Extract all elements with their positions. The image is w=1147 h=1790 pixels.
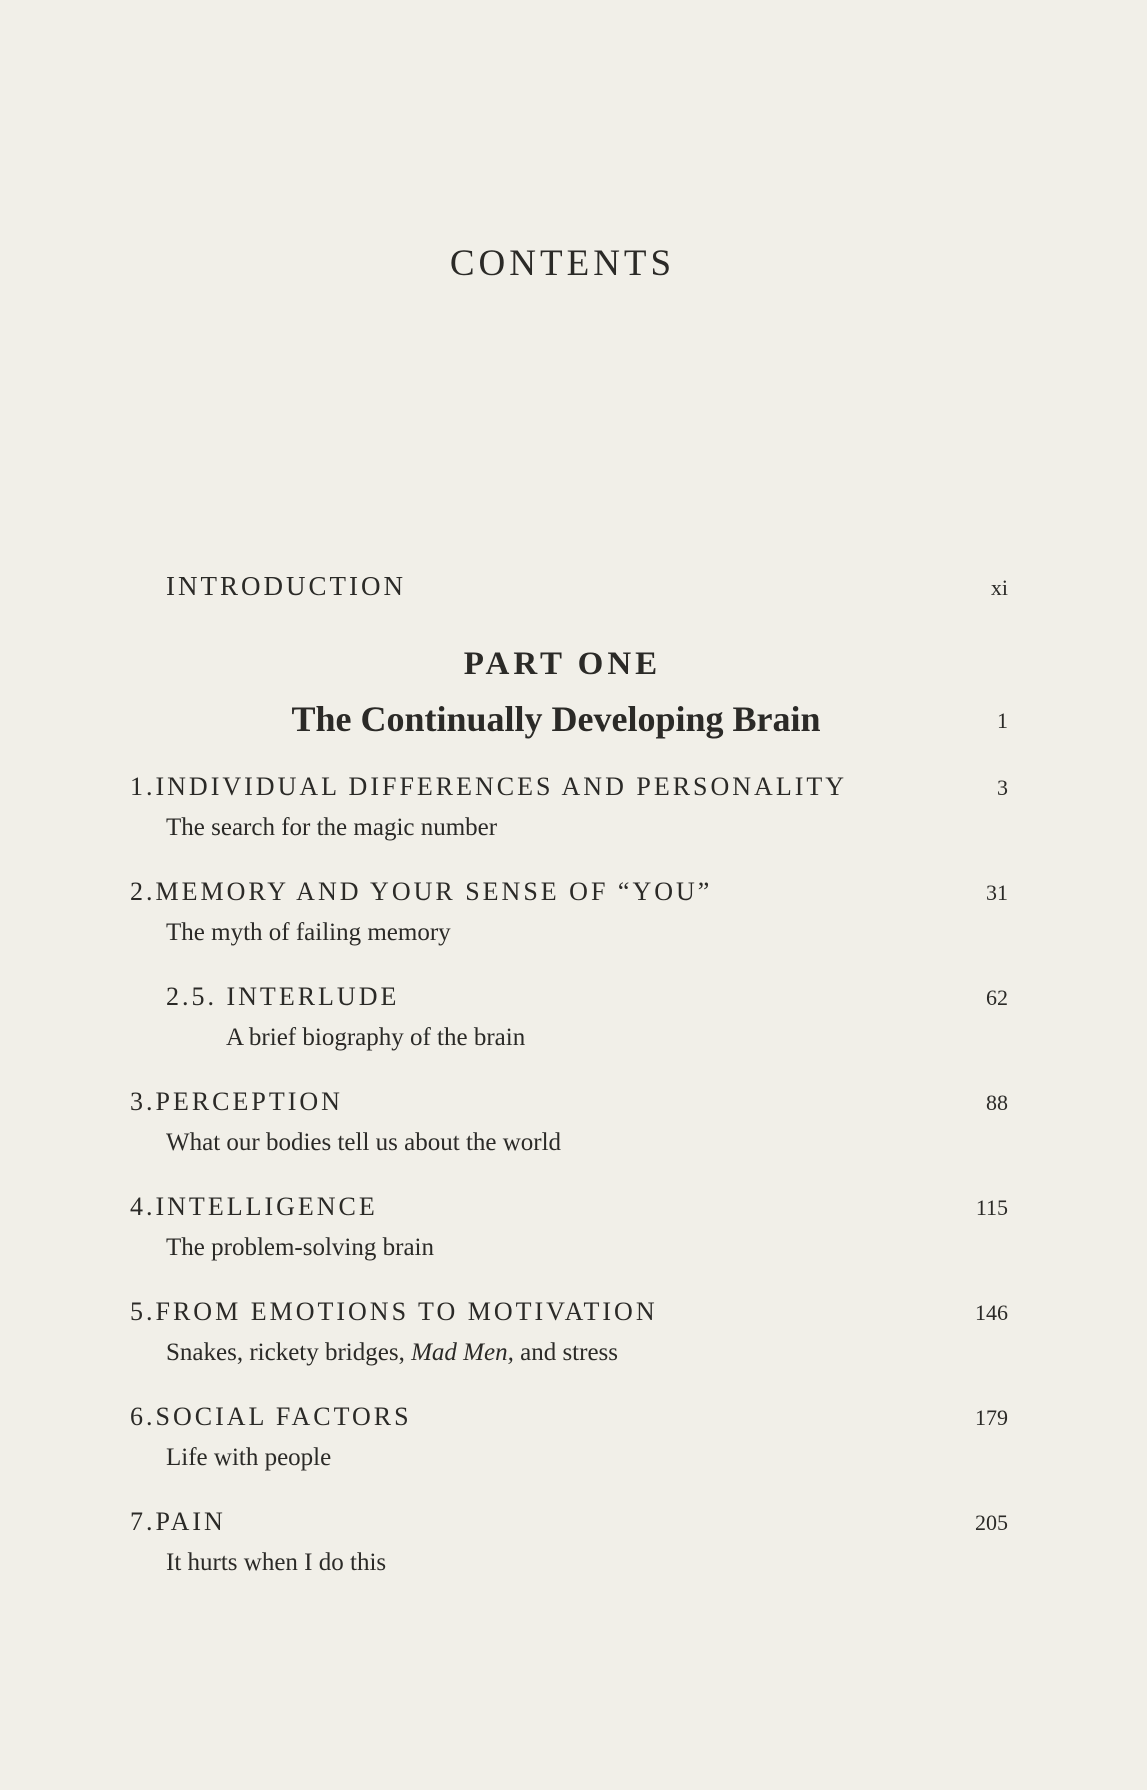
- toc-entry-chapter-1: [130, 772, 1008, 842]
- introduction-page: xi: [990, 575, 1008, 600]
- chapter-number: 6.: [130, 1402, 156, 1431]
- chapter-subtitle: The myth of failing memory: [166, 919, 451, 946]
- chapter-page: 31: [986, 880, 1008, 905]
- chapter-number: 2.: [130, 877, 156, 906]
- chapter-number: 3.: [130, 1087, 156, 1116]
- chapter-number: 2.5.: [166, 982, 217, 1011]
- toc-entry-chapter-4: [130, 1192, 1008, 1262]
- chapter-subtitle: The problem-solving brain: [166, 1234, 434, 1261]
- chapter-page: 146: [975, 1300, 1008, 1325]
- part-page: 1: [997, 708, 1008, 733]
- toc-entry-interlude: [130, 982, 1008, 1052]
- chapter-page: 62: [986, 985, 1008, 1010]
- chapter-title: SOCIAL FACTORS: [155, 1402, 412, 1431]
- chapter-subtitle: It hurts when I do this: [166, 1549, 387, 1576]
- chapter-heading: [130, 982, 399, 1012]
- chapter-heading: [130, 877, 712, 907]
- chapter-page: 88: [986, 1090, 1008, 1115]
- toc-entry-chapter-2: [130, 877, 1008, 947]
- chapter-title: PERCEPTION: [155, 1087, 343, 1116]
- chapter-page: 179: [975, 1405, 1008, 1430]
- chapter-subtitle-post: and stress: [513, 1339, 618, 1366]
- part-label: PART ONE: [463, 646, 662, 682]
- chapter-title: FROM EMOTIONS TO MOTIVATION: [155, 1297, 658, 1326]
- chapter-heading: [130, 1402, 412, 1432]
- chapter-subtitle-italic: Mad Men,: [411, 1339, 514, 1366]
- chapter-number: 7.: [130, 1507, 156, 1536]
- chapter-title: INTELLIGENCE: [155, 1192, 378, 1221]
- chapter-heading: [130, 1087, 343, 1117]
- chapter-title: INTERLUDE: [226, 982, 400, 1011]
- chapter-heading: [130, 1192, 378, 1222]
- chapter-subtitle: What our bodies tell us about the world: [166, 1129, 562, 1156]
- chapter-page: 115: [975, 1195, 1008, 1220]
- chapter-subtitle: [130, 1339, 1008, 1367]
- chapter-heading: [130, 772, 847, 802]
- chapter-subtitle: The search for the magic number: [166, 814, 498, 841]
- toc-entry-introduction: [166, 571, 1008, 602]
- chapter-subtitle-pre: Snakes, rickety bridges,: [166, 1339, 412, 1366]
- toc-entry-chapter-3: [130, 1087, 1008, 1157]
- chapter-number: 4.: [130, 1192, 156, 1221]
- chapter-subtitle: A brief biography of the brain: [226, 1024, 526, 1051]
- toc-entry-chapter-5: [130, 1297, 1008, 1367]
- chapter-title: PAIN: [155, 1507, 226, 1536]
- chapter-title: INDIVIDUAL DIFFERENCES AND PERSONALITY: [155, 772, 848, 801]
- page-title: CONTENTS: [449, 243, 676, 284]
- chapter-number: 5.: [130, 1297, 156, 1326]
- chapter-title: MEMORY AND YOUR SENSE OF “YOU”: [155, 877, 713, 906]
- chapter-page: 205: [975, 1510, 1008, 1535]
- chapter-heading: [130, 1297, 658, 1327]
- part-title: The Continually Developing Brain: [291, 699, 821, 739]
- chapter-heading: [130, 1507, 226, 1537]
- chapter-number: 1.: [130, 772, 156, 801]
- toc-entry-chapter-6: [130, 1402, 1008, 1472]
- chapter-page: 3: [997, 775, 1008, 800]
- chapter-subtitle: Life with people: [166, 1444, 332, 1471]
- toc-entry-chapter-7: [130, 1507, 1008, 1577]
- introduction-label: INTRODUCTION: [166, 571, 406, 601]
